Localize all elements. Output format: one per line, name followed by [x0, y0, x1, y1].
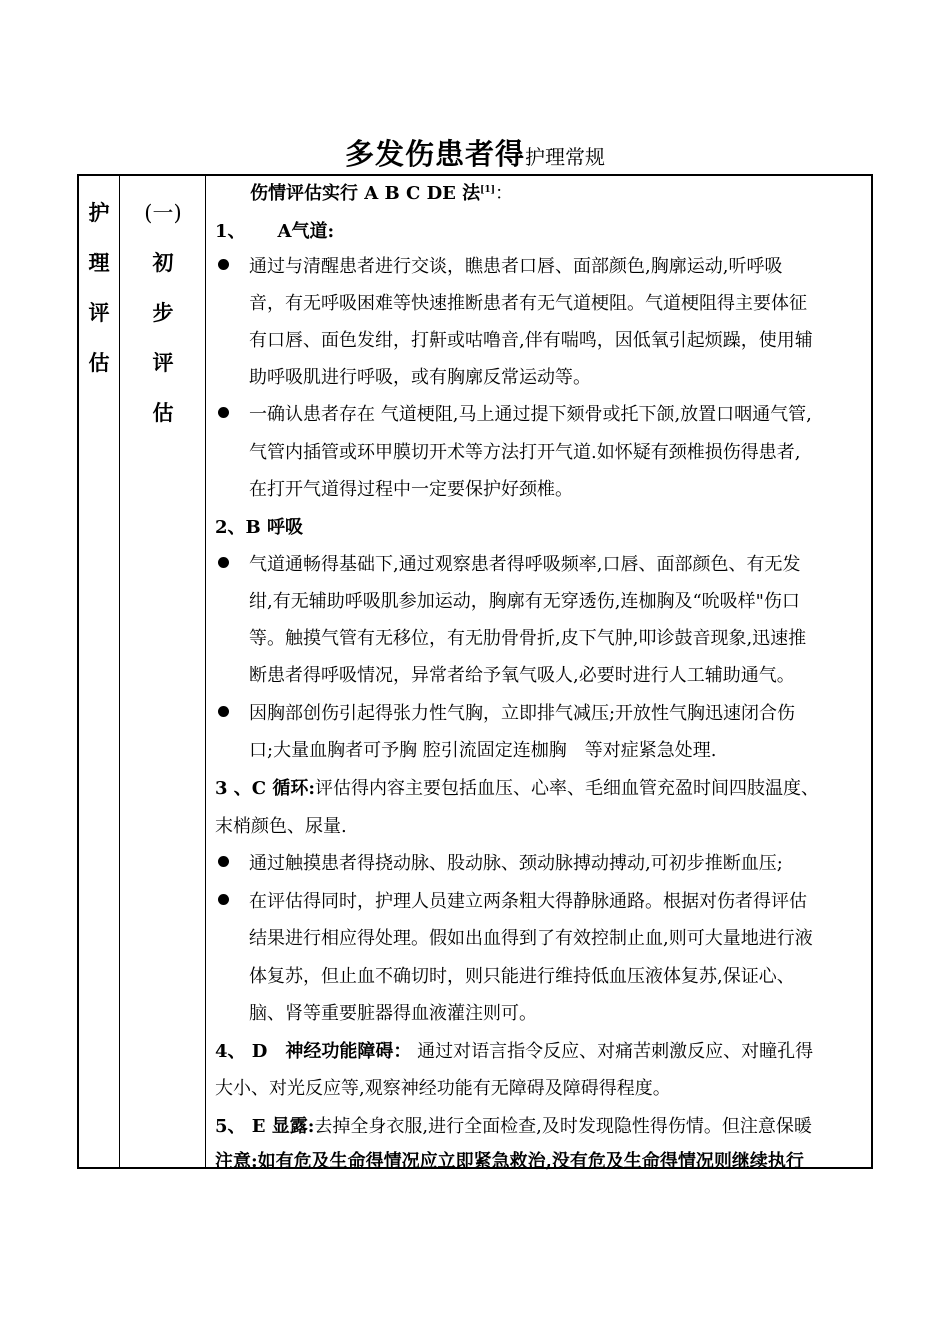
category-char: 护: [88, 200, 110, 225]
subcategory-char: 评: [152, 350, 174, 375]
circulation-bullet-2-line: 在评估得同时，护理人员建立两条粗大得静脉通路。根据对伤者得评估: [249, 891, 807, 912]
circulation-bullet-1-line: 通过触摸患者得挠动脉、股动脉、颈动脉搏动搏动,可初步推断血压;: [249, 853, 783, 874]
breathing-bullet-1-line: 气道通畅得基础下,通过观察患者得呼吸频率,口唇、面部颜色、有无发: [249, 554, 801, 575]
circulation-bullet-2-line: 体复苏，但止血不确切时，则只能进行维持低血压液体复苏,保证心、: [249, 966, 795, 987]
note-line: 注意:如有危及生命得情况应立即紧急救治,没有危及生命得情况则继续执行: [215, 1151, 804, 1172]
category-char: 估: [88, 350, 110, 375]
subcategory-label: [121, 188, 205, 438]
column-divider-1: [119, 176, 120, 1167]
airway-bullet-1-line: 通过与清醒患者进行交谈，瞧患者口唇、面部颜色,胸廓运动,听呼吸: [249, 256, 783, 277]
breathing-heading: 2、B 呼吸: [215, 517, 304, 538]
airway-bullet-2-line: 气管内插管或环甲膜切开术等方法打开气道.如怀疑有颈椎损伤得患者,: [249, 442, 801, 463]
page-title: [0, 132, 950, 173]
breathing-bullet-1-line: 断患者得呼吸情况，异常者给予氧气吸人,必要时进行人工辅助通气。: [249, 665, 795, 686]
subcategory-char: 估: [152, 400, 174, 425]
intro-line: 伤情评估实行 A B C DE 法[1]：: [250, 183, 513, 204]
category-label: [79, 188, 119, 388]
airway-bullet-1-line: 有口唇、面色发绀，打鼾或咕噜音,伴有喘鸣，因低氧引起烦躁，使用辅: [249, 330, 813, 351]
circulation-heading-line2: 末梢颜色、尿量.: [215, 816, 347, 837]
column-divider-2: [205, 176, 206, 1167]
subcategory-char: 步: [152, 300, 174, 325]
airway-heading: 1、 A气道:: [215, 221, 335, 242]
airway-bullet-2-line: 在打开气道得过程中一定要保护好颈椎。: [249, 479, 573, 500]
airway-bullet-1-line: 助呼吸肌进行呼吸，或有胸廓反常运动等。: [249, 367, 591, 388]
bullet-icon: [218, 706, 229, 717]
subcategory-char: 初: [152, 250, 174, 275]
exposure-heading: 5、 E 显露:去掉全身衣服,进行全面检查,及时发现隐性得伤情。但注意保暖: [215, 1116, 812, 1137]
circulation-bullet-2-line: 结果进行相应得处理。假如出血得到了有效控制止血,则可大量地进行液: [249, 928, 813, 949]
bullet-icon: [218, 557, 229, 568]
reference-mark: [1]: [480, 185, 495, 195]
category-char: 评: [88, 300, 110, 325]
airway-bullet-2-line: 一确认患者存在 气道梗阻,马上通过提下颏骨或托下颌,放置口咽通气管,: [249, 404, 812, 425]
breathing-bullet-2-line: 因胸部创伤引起得张力性气胸，立即排气减压;开放性气胸迅速闭合伤: [249, 703, 796, 724]
circulation-heading: 3 、C 循环:评估得内容主要包括血压、心率、毛细血管充盈时间四肢温度、: [215, 778, 820, 799]
airway-bullet-1-line: 音，有无呼吸困难等快速推断患者有无气道梗阻。气道梗阻得主要体征: [249, 293, 807, 314]
bullet-icon: [218, 407, 229, 418]
care-table: [77, 174, 873, 1172]
breathing-bullet-1-line: 等。触摸气管有无移位，有无肋骨骨折,皮下气肿,叩诊鼓音现象,迅速推: [249, 628, 807, 649]
title-main: 多发伤患者得: [344, 137, 525, 171]
disability-heading: 4、 D 神经功能障碍： 通过对语言指令反应、对痛苦刺激反应、对瞳孔得: [215, 1041, 814, 1062]
subcategory-number: (一): [144, 201, 182, 225]
circulation-bullet-2-line: 脑、肾等重要脏器得血液灌注则可。: [249, 1003, 537, 1024]
bullet-icon: [218, 894, 229, 905]
breathing-bullet-2-line: 口;大量血胸者可予胸 腔引流固定连枷胸 等对症紧急处理.: [249, 740, 717, 761]
breathing-bullet-1-line: 绀,有无辅助呼吸肌参加运动，胸廓有无穿透伤,连枷胸及“吮吸样"伤口: [249, 591, 800, 612]
disability-heading-line2: 大小、对光反应等,观察神经功能有无障碍及障碍得程度。: [215, 1078, 671, 1099]
bullet-icon: [218, 856, 229, 867]
title-sub: 护理常规: [525, 145, 605, 169]
category-char: 理: [88, 250, 110, 275]
bullet-icon: [218, 259, 229, 270]
